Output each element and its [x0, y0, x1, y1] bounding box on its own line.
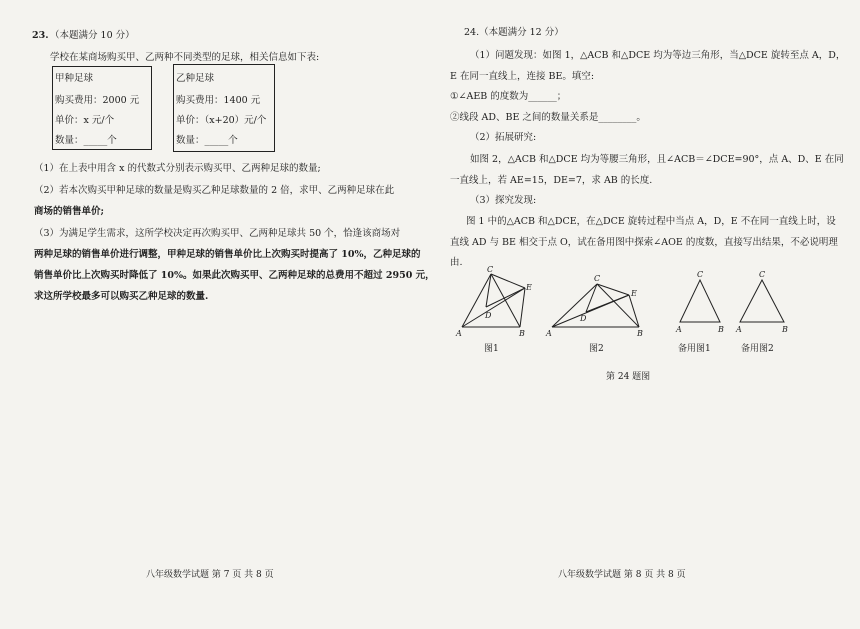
spare2-point-b: B [782, 325, 788, 334]
spare-figure-2-diagram [740, 280, 784, 322]
box-b-price: 单价：（x+20）元/个 [176, 115, 267, 126]
q23-part3-line2: 两种足球的销售单价进行调整，甲种足球的销售单价比上次购买时提高了 10%，乙种足球的 [34, 249, 421, 260]
q23-part2-line1: （2）若本次购买甲种足球的数量是购买乙种足球数量的 2 倍，求甲、乙两种足球在此 [34, 185, 395, 196]
q24-header: 24.（本题满分 12 分） [464, 27, 564, 38]
fig2-point-a: A [546, 329, 552, 338]
q24-p2-line2: 一直线上，若 AE=15，DE=7，求 AB 的长度. [450, 175, 653, 186]
left-page-footer: 八年级数学试题 第 7 页 共 8 页 [146, 570, 274, 580]
right-page [430, 0, 860, 629]
q23-part3-line4: 求这所学校最多可以购买乙种足球的数量. [34, 291, 209, 302]
q23-intro: 学校在某商场购买甲、乙两种不同类型的足球，相关信息如下表: [50, 52, 320, 63]
q23-part1: （1）在上表中用含 x 的代数式分别表示购买甲、乙两种足球的数量; [34, 163, 321, 174]
spare-figure-1-diagram [680, 280, 720, 322]
q24-p3-line2: 直线 AD 与 BE 相交于点 O，试在备用图中探索∠AOE 的度数，直接写出结果，不必说明理 [450, 237, 838, 248]
info-box-type-a [52, 66, 152, 150]
fig1-point-a: A [456, 329, 462, 338]
figure-2-diagram [552, 284, 639, 327]
q23-part3-line1: （3）为满足学生需求，这所学校决定再次购买甲、乙两种足球共 50 个，恰逢该商场对 [34, 228, 401, 239]
fig1-label: 图1 [484, 344, 499, 354]
box-b-qty: 数量：_____个 [176, 135, 238, 146]
q23-part3-line3: 销售单价比上次购买时降低了 10%。如果此次购买甲、乙两种足球的总费用不超过 2950 元， [34, 270, 435, 281]
q24-p1-b: ②线段 AD、BE 之间的数量关系是________。 [450, 112, 646, 123]
spare1-point-a: A [676, 325, 682, 334]
box-a-qty: 数量：_____个 [55, 135, 117, 146]
spare1-point-b: B [718, 325, 724, 334]
q24-p1-a: ①∠AEB 的度数为______； [450, 91, 567, 102]
q24-p3-line1: 图 1 中的△ACB 和△DCE，在△DCE 旋转过程中当点 A，D，E 不在同一直线上时，设 [466, 216, 836, 227]
spare2-point-a: A [736, 325, 742, 334]
fig1-point-c: C [487, 265, 494, 274]
q24-p3-line3: 由. [450, 257, 463, 268]
box-a-title: 甲种足球 [55, 73, 94, 84]
q23-number: 23. [32, 30, 49, 41]
box-a-cost: 购买费用：2000 元 [55, 95, 140, 106]
q24-p2-line1: 如图 2，△ACB 和△DCE 均为等腰三角形，且∠ACB＝∠DCE=90°，点 A、D、E 在同 [470, 154, 844, 165]
fig1-point-b: B [519, 329, 525, 338]
right-page-footer: 八年级数学试题 第 8 页 共 8 页 [558, 570, 686, 580]
q24-p1-line1: （1）问题发现：如图 1，△ACB 和△DCE 均为等边三角形，当△DCE 旋转至点 A，D， [470, 50, 846, 61]
q24-p2-title: （2）拓展研究: [470, 132, 537, 143]
fig2-point-d: D [580, 314, 587, 323]
fig2-label: 图2 [589, 344, 604, 354]
q24-p3-title: （3）探究发现: [470, 195, 537, 206]
q23-part2-line2: 商场的销售单价; [34, 206, 105, 217]
box-b-cost: 购买费用：1400 元 [176, 95, 261, 106]
info-box-type-b [173, 64, 275, 152]
spare2-label: 备用图2 [741, 344, 774, 354]
figure-1-diagram [462, 274, 525, 327]
spare1-label: 备用图1 [678, 344, 711, 354]
spare2-point-c: C [759, 270, 766, 279]
fig1-point-d: D [485, 311, 492, 320]
q24-p1-line2: E 在同一直线上，连接 BE。填空: [450, 71, 595, 82]
q24-figure-caption: 第 24 题图 [606, 372, 651, 382]
box-a-price: 单价：x 元/个 [55, 115, 115, 126]
box-b-title: 乙种足球 [176, 73, 215, 84]
q23-points: （本题满分 10 分） [50, 30, 135, 41]
fig2-point-e: E [631, 289, 637, 298]
spare1-point-c: C [697, 270, 704, 279]
fig1-point-e: E [526, 283, 532, 292]
fig2-point-b: B [637, 329, 643, 338]
fig2-point-c: C [594, 274, 601, 283]
